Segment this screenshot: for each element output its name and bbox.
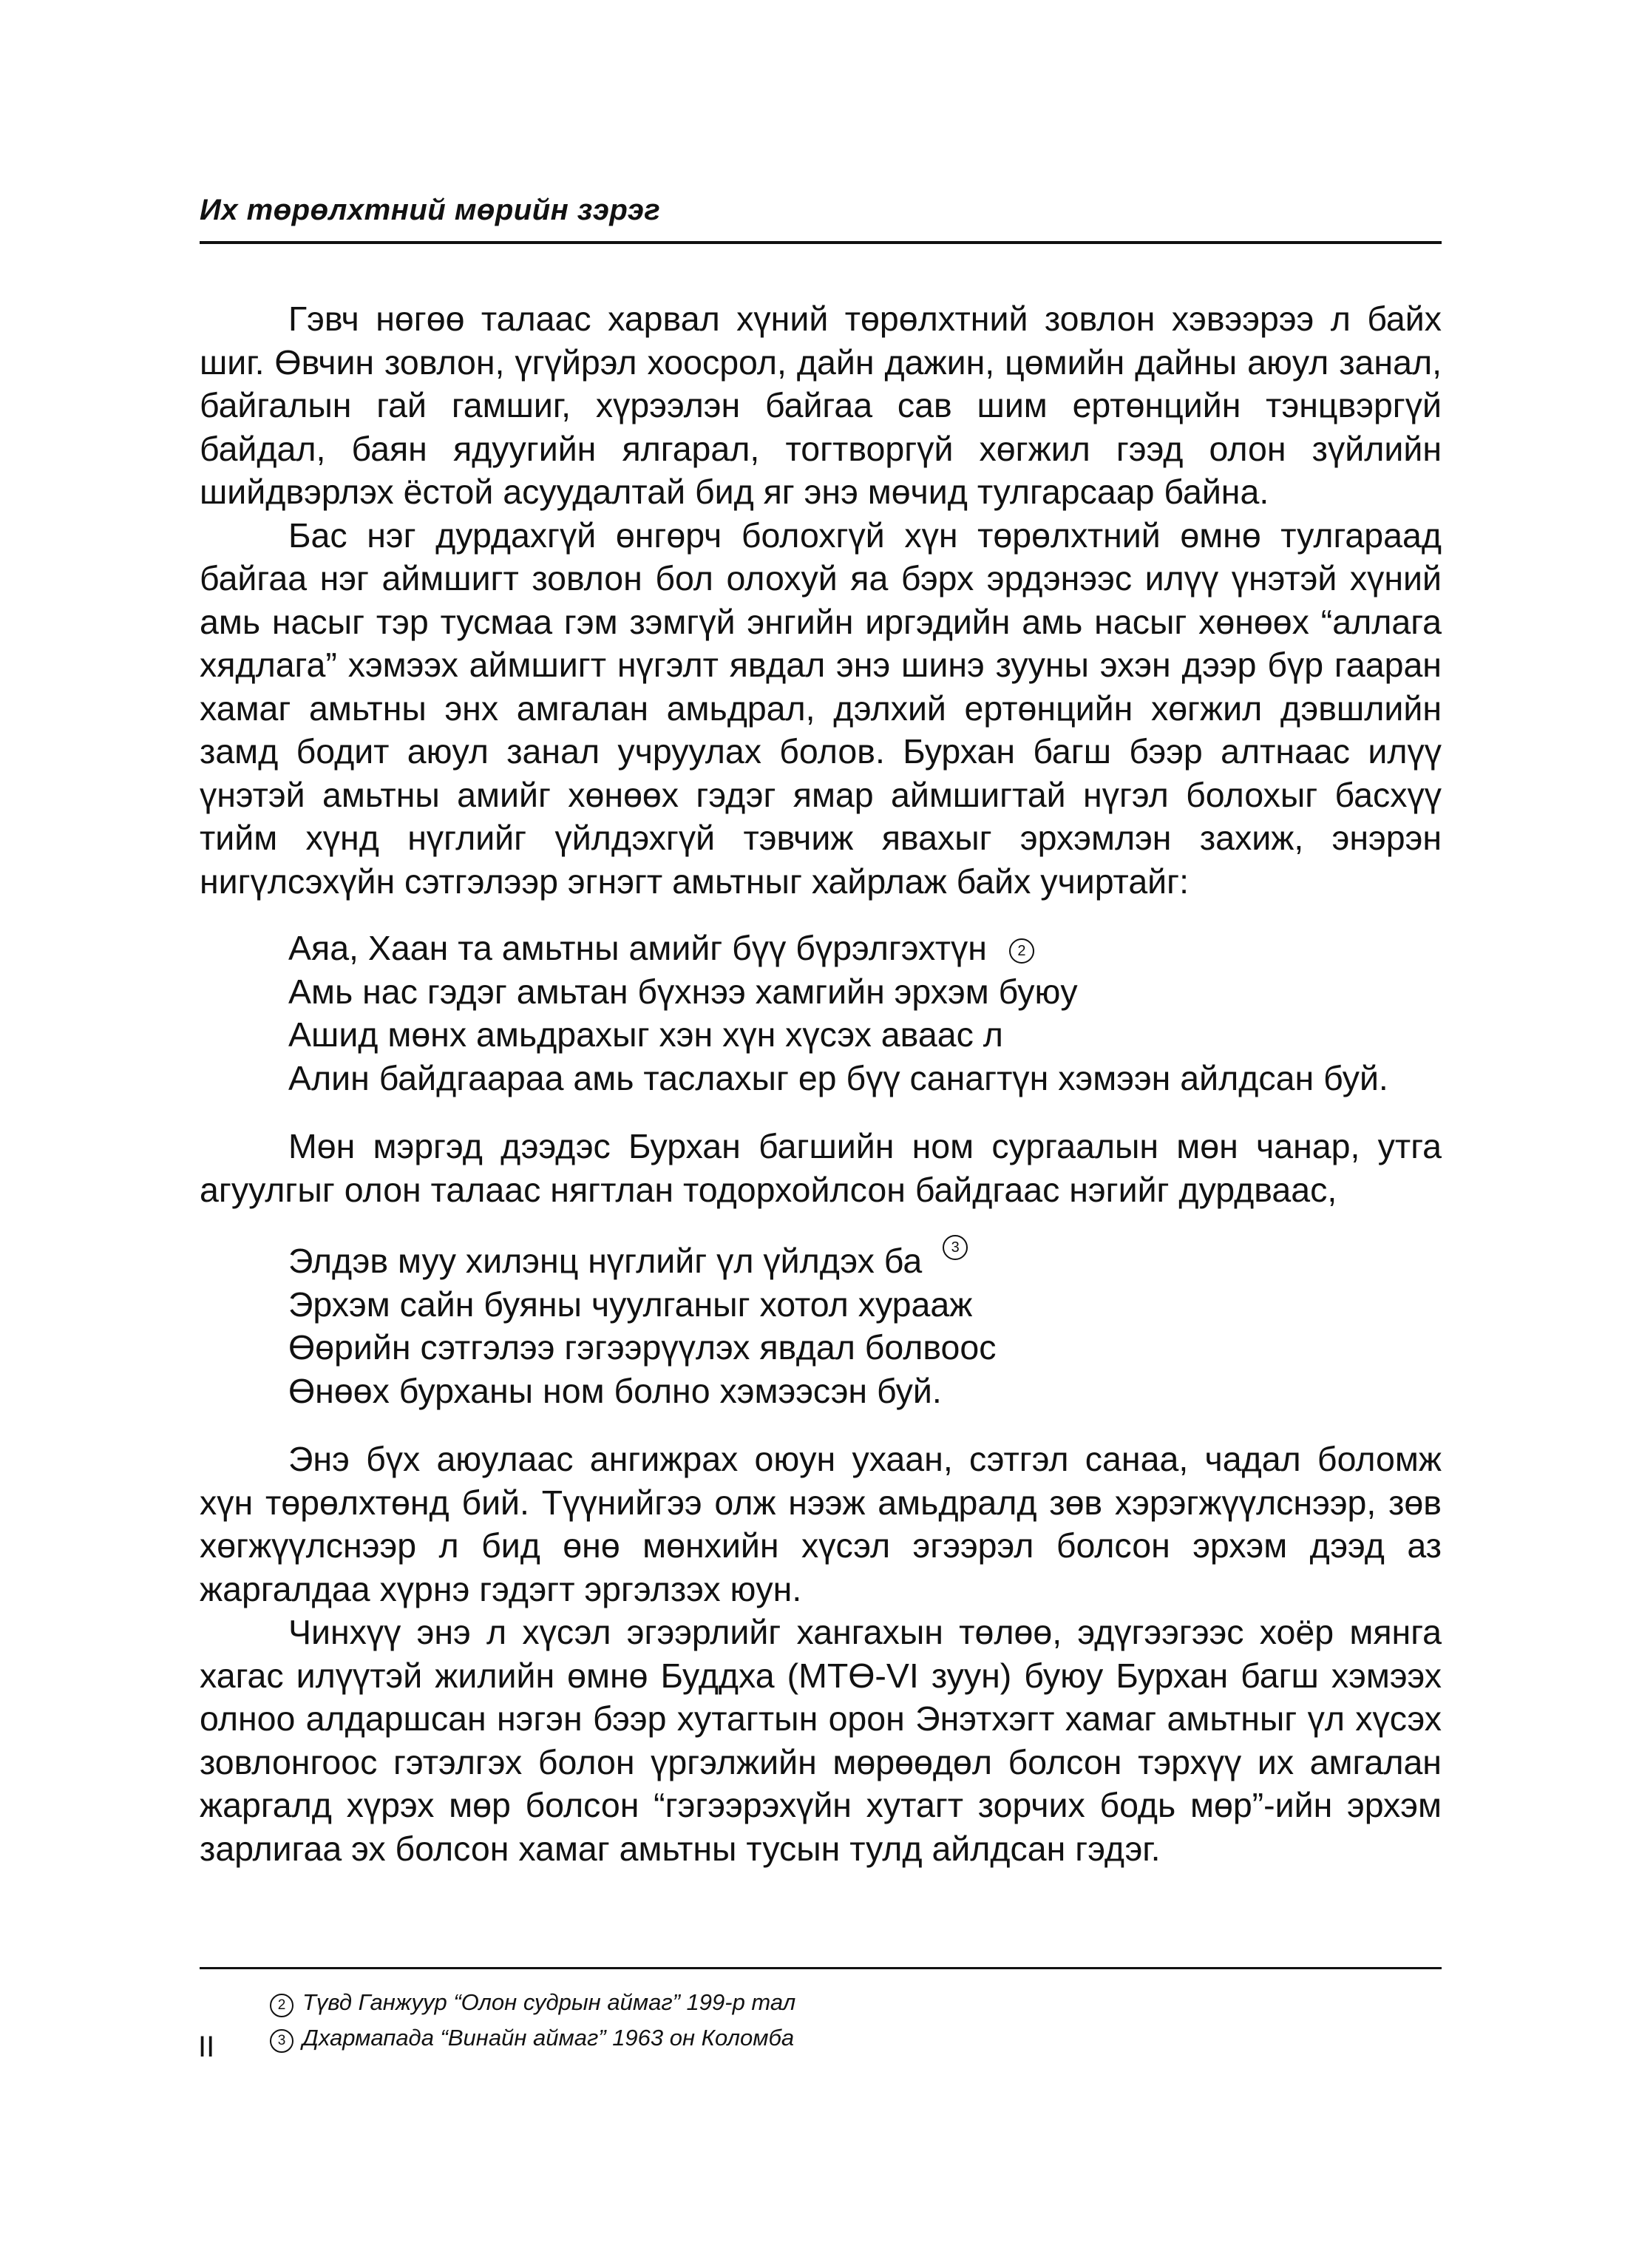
footnote-item bbox=[270, 2020, 795, 2056]
running-header: Их төрөлхтний мөрийн зэрэг bbox=[200, 194, 661, 226]
paragraph-2: Бас нэг дурдахгүй өнгөрч болохгүй хүн төрөлхтний өмнө тулгараад байгаа нэг аймшигт зовлон бол олохуй яа бэрх эрдэнээс илүү үнэтэй хүний амь насыг тэр тусмаа гэм зэмгүй энгийн иргэдийн амь насыг хөнөөх “аллага хядлага” хэмээх аймшигт нүгэлт явдал энэ шинэ зууны эхэн дээр бүр гааран хамаг амьтны энх амгалан амьдрал, дэлхий ертөнцийн хөгжил дэвшлийн замд бодит аюул занал учруулах болов. Бурхан багш бээр алтнаас илүү үнэтэй амьтны амийг хөнөөх гэдэг ямар аймшигтай нүгэл болохыг басхүү тийм хүнд нүглийг үйлдэхгүй тэвчиж явахыг эрхэмлэн захиж, энэрэн нигүлсэхүйн сэтгэлээр эгнэгт амьтныг хайрлаж байх учиртайг: bbox=[200, 515, 1442, 901]
verse-line: Эрхэм сайн буяны чуулганыг хотол хурааж bbox=[288, 1284, 973, 1324]
verse-line: Аяа, Хаан та амьтны амийг бүү бүрэлгэхтүн 2 bbox=[288, 927, 1442, 970]
footnote-reference-3: 3 bbox=[943, 1235, 968, 1260]
paragraph-1: Гэвч нөгөө талаас харвал хүний төрөлхтний зовлон хэвээрээ л байх шиг. Өвчин зовлон, үгүйрэл хоосрол, дайн дажин, цөмийн дайны аюул занал, байгалын гай гамшиг, хүрээлэн байгаа сав шим ертөнцийн тэнцвэргүй байдал, баян ядуугийн ялгарал, тогтворгүй хөгжил гээд олон зүйлийн шийдвэрлэх ёстой асуудалтай бид яг энэ мөчид тулгарсаар байна. bbox=[200, 299, 1442, 511]
header-rule bbox=[200, 241, 1442, 244]
page-number: II bbox=[198, 2031, 215, 2063]
footnote-rule bbox=[200, 1967, 1442, 1969]
verse-block-1 bbox=[200, 927, 1442, 1100]
footnote-text: Дхармапада “Винайн аймаг” 1963 он Коломба bbox=[302, 2025, 795, 2051]
paragraph-5: Чинхүү энэ л хүсэл эгээрлийг хангахын төлөө, эдүгээгээс хоёр мянга хагас илүүтэй жилийн өмнө Буддха (МТӨ-VI зуун) буюу Бурхан багш хэмээх олноо алдаршсан нэгэн бээр хутагтын орон Энэтхэгт хамаг амьтныг үл хүсэх зовлонгоос гэтэлгэх болон үргэлжийн мөрөөдөл болсон тэрхүү их амгалан жаргалд хүрэх мөр болсон “гэгээрэхүйн хутагт зорчих бодь мөр”-ийн эрхэм зарлигаа эх болсон хамаг амьтны тусын тулд айлдсан гэдэг. bbox=[200, 1613, 1442, 1868]
footnote-marker: 2 bbox=[270, 1994, 293, 2017]
verse-line: Алин байдгаараа амь таслахыг ер бүү санагтүн хэмээн айлдсан буй. bbox=[288, 1058, 1388, 1097]
footnote-marker: 3 bbox=[270, 2029, 293, 2053]
verse-block-2 bbox=[200, 1235, 1442, 1412]
main-text bbox=[200, 297, 1442, 1870]
verse-line: Өнөөх бурханы ном болно хэмээсэн буй. bbox=[288, 1371, 942, 1410]
verse-line: Амь нас гэдэг амьтан бүхнээ хамгийн эрхэм буюу bbox=[288, 972, 1078, 1011]
paragraph-3: Мөн мэргэд дээдэс Бурхан багшийн ном сургаалын мөн чанар, утга агуулгыг олон талаас нягтлан тодорхойлсон байдгаас нэгийг дурдваас, bbox=[200, 1127, 1442, 1209]
verse-line: Өөрийн сэтгэлээ гэгээрүүлэх явдал болвоос bbox=[288, 1328, 997, 1367]
verse-line: Ашид мөнх амьдрахыг хэн хүн хүсэх аваас л bbox=[288, 1015, 1003, 1054]
verse-line: Элдэв муу хилэнц нүглийг үл үйлдэх ба 3 bbox=[288, 1235, 1442, 1283]
footnote-item bbox=[270, 1985, 795, 2020]
footnote-reference-2: 2 bbox=[1009, 938, 1034, 964]
footnote-text: Түвд Ганжуур “Олон судрын аймаг” 199-р тал bbox=[302, 1989, 796, 2015]
paragraph-4: Энэ бүх аюулаас ангижрах оюун ухаан, сэтгэл санаа, чадал боломж хүн төрөлхтөнд бий. Түүнийгээ олж нээж амьдралд зөв хэрэгжүүлснээр, зөв хөгжүүлснээр л бид өнө мөнхийн хүсэл эгээрэл болсон эрхэм дээд аз жаргалдаа хүрнэ гэдэгт эргэлзэх юун. bbox=[200, 1440, 1442, 1608]
footnotes bbox=[270, 1985, 795, 2056]
